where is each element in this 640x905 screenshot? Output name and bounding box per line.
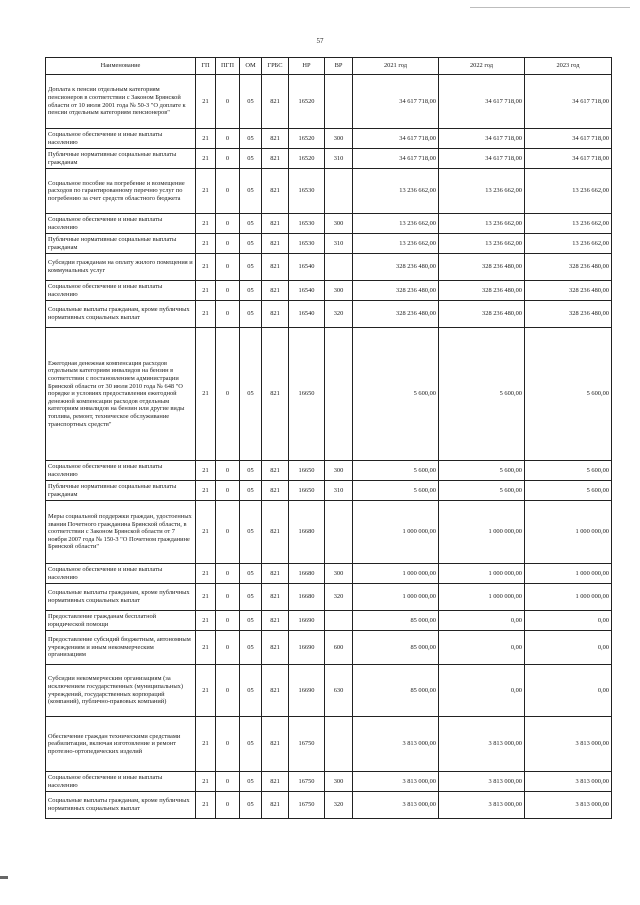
cell-name: Социальное обеспечение и иные выплаты населению	[46, 129, 196, 149]
cell-nr: 16540	[289, 254, 325, 281]
cell-gp: 21	[196, 665, 216, 717]
cell-nr: 16540	[289, 281, 325, 301]
cell-grbs: 821	[262, 169, 289, 214]
cell-om: 05	[240, 611, 262, 631]
cell-grbs: 821	[262, 772, 289, 792]
cell-om: 05	[240, 254, 262, 281]
cell-pgp: 0	[216, 584, 240, 611]
cell-vr: 300	[325, 214, 353, 234]
cell-vr	[325, 501, 353, 564]
cell-pgp: 0	[216, 564, 240, 584]
cell-2023: 34 617 718,00	[525, 75, 612, 129]
cell-pgp: 0	[216, 717, 240, 772]
cell-nr: 16650	[289, 461, 325, 481]
cell-om: 05	[240, 772, 262, 792]
cell-vr	[325, 611, 353, 631]
cell-2021: 5 600,00	[353, 328, 439, 461]
cell-2023: 13 236 662,00	[525, 169, 612, 214]
cell-om: 05	[240, 281, 262, 301]
cell-2022: 0,00	[439, 611, 525, 631]
cell-gp: 21	[196, 214, 216, 234]
table-body	[46, 75, 612, 819]
col-header-grbs: ГРБС	[262, 58, 289, 75]
cell-grbs: 821	[262, 129, 289, 149]
cell-gp: 21	[196, 461, 216, 481]
cell-2021: 85 000,00	[353, 665, 439, 717]
cell-2022: 5 600,00	[439, 481, 525, 501]
cell-om: 05	[240, 149, 262, 169]
cell-name: Меры социальной поддержки граждан, удостоенных звания Почетного гражданина Брянской области, в соответствии с Законом Брянской области от 7 ноября 2007 года № 150-З "О Почетном гражданине Брянской области"	[46, 501, 196, 564]
cell-om: 05	[240, 461, 262, 481]
cell-grbs: 821	[262, 611, 289, 631]
cell-grbs: 821	[262, 665, 289, 717]
cell-2022: 1 000 000,00	[439, 584, 525, 611]
cell-gp: 21	[196, 75, 216, 129]
cell-nr: 16680	[289, 584, 325, 611]
cell-vr: 310	[325, 149, 353, 169]
cell-2021: 5 600,00	[353, 481, 439, 501]
cell-grbs: 821	[262, 254, 289, 281]
cell-vr: 310	[325, 481, 353, 501]
cell-2023: 328 236 480,00	[525, 301, 612, 328]
cell-2021: 3 813 000,00	[353, 772, 439, 792]
cell-2021: 328 236 480,00	[353, 254, 439, 281]
cell-2023: 0,00	[525, 611, 612, 631]
table-row	[46, 129, 612, 149]
col-header-nr: НР	[289, 58, 325, 75]
cell-2023: 328 236 480,00	[525, 281, 612, 301]
cell-vr: 300	[325, 461, 353, 481]
cell-2023: 3 813 000,00	[525, 717, 612, 772]
cell-grbs: 821	[262, 501, 289, 564]
col-header-name: Наименование	[46, 58, 196, 75]
cell-nr: 16530	[289, 214, 325, 234]
cell-nr: 16520	[289, 75, 325, 129]
cell-2021: 3 813 000,00	[353, 717, 439, 772]
cell-2022: 5 600,00	[439, 461, 525, 481]
cell-2021: 13 236 662,00	[353, 214, 439, 234]
cell-2022: 34 617 718,00	[439, 129, 525, 149]
cell-nr: 16690	[289, 631, 325, 665]
cell-2022: 1 000 000,00	[439, 501, 525, 564]
cell-2023: 0,00	[525, 631, 612, 665]
cell-pgp: 0	[216, 254, 240, 281]
cell-grbs: 821	[262, 328, 289, 461]
cell-2021: 1 000 000,00	[353, 564, 439, 584]
cell-name: Социальное обеспечение и иные выплаты населению	[46, 214, 196, 234]
cell-pgp: 0	[216, 631, 240, 665]
cell-gp: 21	[196, 149, 216, 169]
cell-nr: 16750	[289, 717, 325, 772]
cell-2021: 328 236 480,00	[353, 281, 439, 301]
cell-2022: 13 236 662,00	[439, 169, 525, 214]
table-row	[46, 584, 612, 611]
cell-2021: 1 000 000,00	[353, 584, 439, 611]
cell-vr: 300	[325, 564, 353, 584]
cell-2022: 328 236 480,00	[439, 254, 525, 281]
cell-2023: 34 617 718,00	[525, 149, 612, 169]
scan-artifact-edge	[0, 876, 8, 879]
cell-2023: 328 236 480,00	[525, 254, 612, 281]
cell-2022: 5 600,00	[439, 328, 525, 461]
cell-vr: 300	[325, 772, 353, 792]
col-header-2023: 2023 год	[525, 58, 612, 75]
cell-nr: 16680	[289, 564, 325, 584]
table-row	[46, 75, 612, 129]
cell-pgp: 0	[216, 129, 240, 149]
cell-name: Ежегодная денежная компенсация расходов отдельным категориям инвалидов на бензин в соответствии с постановлением администрации Брянской области от 30 июля 2010 года № 648 "О порядке и условиях предоставления ежегодной денежной компенсации расходов отдельным категориям инвалидов на бензин или другие виды топлива, ремонт, техническое обслуживание транспортных средств"	[46, 328, 196, 461]
cell-2022: 1 000 000,00	[439, 564, 525, 584]
cell-2022: 13 236 662,00	[439, 234, 525, 254]
cell-gp: 21	[196, 254, 216, 281]
col-header-vr: ВР	[325, 58, 353, 75]
cell-vr: 300	[325, 129, 353, 149]
cell-2021: 1 000 000,00	[353, 501, 439, 564]
cell-om: 05	[240, 631, 262, 665]
cell-grbs: 821	[262, 717, 289, 772]
cell-name: Социальные выплаты гражданам, кроме публичных нормативных социальных выплат	[46, 792, 196, 819]
cell-pgp: 0	[216, 461, 240, 481]
cell-grbs: 821	[262, 149, 289, 169]
cell-2022: 3 813 000,00	[439, 717, 525, 772]
cell-name: Социальное обеспечение и иные выплаты населению	[46, 281, 196, 301]
cell-grbs: 821	[262, 481, 289, 501]
cell-gp: 21	[196, 631, 216, 665]
cell-vr: 320	[325, 584, 353, 611]
cell-nr: 16540	[289, 301, 325, 328]
cell-vr	[325, 75, 353, 129]
cell-vr: 320	[325, 301, 353, 328]
cell-name: Субсидии гражданам на оплату жилого помещения и коммунальных услуг	[46, 254, 196, 281]
col-header-pgp: ПГП	[216, 58, 240, 75]
cell-grbs: 821	[262, 214, 289, 234]
cell-pgp: 0	[216, 75, 240, 129]
cell-2021: 34 617 718,00	[353, 75, 439, 129]
cell-nr: 16690	[289, 665, 325, 717]
cell-pgp: 0	[216, 481, 240, 501]
cell-pgp: 0	[216, 301, 240, 328]
cell-gp: 21	[196, 717, 216, 772]
table-row	[46, 234, 612, 254]
cell-gp: 21	[196, 564, 216, 584]
cell-gp: 21	[196, 481, 216, 501]
cell-nr: 16530	[289, 169, 325, 214]
table-row	[46, 611, 612, 631]
table-row	[46, 564, 612, 584]
page-number: 57	[316, 37, 324, 45]
cell-2023: 3 813 000,00	[525, 772, 612, 792]
table-row	[46, 461, 612, 481]
cell-name: Социальные выплаты гражданам, кроме публичных нормативных социальных выплат	[46, 584, 196, 611]
cell-vr	[325, 328, 353, 461]
cell-pgp: 0	[216, 792, 240, 819]
cell-vr	[325, 169, 353, 214]
cell-2022: 13 236 662,00	[439, 214, 525, 234]
cell-name: Обеспечение граждан техническими средствами реабилитации, включая изготовление и ремонт протезно-ортопедических изделий	[46, 717, 196, 772]
cell-grbs: 821	[262, 631, 289, 665]
cell-name: Социальное обеспечение и иные выплаты населению	[46, 461, 196, 481]
col-header-2022: 2022 год	[439, 58, 525, 75]
cell-grbs: 821	[262, 75, 289, 129]
header-row	[46, 58, 612, 75]
cell-nr: 16650	[289, 328, 325, 461]
cell-gp: 21	[196, 501, 216, 564]
cell-om: 05	[240, 792, 262, 819]
cell-om: 05	[240, 75, 262, 129]
cell-2022: 0,00	[439, 665, 525, 717]
cell-name: Публичные нормативные социальные выплаты гражданам	[46, 481, 196, 501]
cell-om: 05	[240, 665, 262, 717]
cell-2022: 34 617 718,00	[439, 75, 525, 129]
cell-om: 05	[240, 129, 262, 149]
table-row	[46, 717, 612, 772]
cell-name: Социальные выплаты гражданам, кроме публичных нормативных социальных выплат	[46, 301, 196, 328]
cell-vr: 300	[325, 281, 353, 301]
cell-2023: 13 236 662,00	[525, 214, 612, 234]
cell-vr: 320	[325, 792, 353, 819]
cell-pgp: 0	[216, 328, 240, 461]
cell-name: Социальное обеспечение и иные выплаты населению	[46, 772, 196, 792]
cell-2023: 34 617 718,00	[525, 129, 612, 149]
cell-gp: 21	[196, 169, 216, 214]
cell-nr: 16520	[289, 149, 325, 169]
cell-2023: 5 600,00	[525, 328, 612, 461]
cell-om: 05	[240, 301, 262, 328]
cell-2023: 0,00	[525, 665, 612, 717]
table-row	[46, 169, 612, 214]
cell-pgp: 0	[216, 149, 240, 169]
cell-2021: 34 617 718,00	[353, 149, 439, 169]
cell-2021: 13 236 662,00	[353, 234, 439, 254]
table-row	[46, 281, 612, 301]
cell-om: 05	[240, 169, 262, 214]
cell-2021: 3 813 000,00	[353, 792, 439, 819]
cell-grbs: 821	[262, 564, 289, 584]
cell-name: Предоставление субсидий бюджетным, автономным учреждениям и иным некоммерческим организациям	[46, 631, 196, 665]
cell-vr: 630	[325, 665, 353, 717]
cell-om: 05	[240, 234, 262, 254]
cell-name: Предоставление гражданам бесплатной юридической помощи	[46, 611, 196, 631]
cell-pgp: 0	[216, 501, 240, 564]
cell-grbs: 821	[262, 301, 289, 328]
cell-name: Социальное пособие на погребение и возмещение расходов по гарантированному перечню услуг по погребению за счет средств областного бюджета	[46, 169, 196, 214]
cell-om: 05	[240, 564, 262, 584]
cell-2021: 5 600,00	[353, 461, 439, 481]
cell-nr: 16750	[289, 772, 325, 792]
cell-vr: 600	[325, 631, 353, 665]
cell-om: 05	[240, 214, 262, 234]
cell-2023: 1 000 000,00	[525, 501, 612, 564]
cell-name: Субсидии некоммерческим организациям (за исключением государственных (муниципальных) учреждений, государственных корпораций (компаний), публично-правовых компаний)	[46, 665, 196, 717]
cell-pgp: 0	[216, 281, 240, 301]
table-row	[46, 254, 612, 281]
cell-nr: 16650	[289, 481, 325, 501]
cell-om: 05	[240, 328, 262, 461]
cell-om: 05	[240, 481, 262, 501]
cell-2021: 34 617 718,00	[353, 129, 439, 149]
cell-2021: 13 236 662,00	[353, 169, 439, 214]
table-row	[46, 501, 612, 564]
scan-artifact-line	[470, 7, 630, 8]
cell-vr: 310	[325, 234, 353, 254]
cell-gp: 21	[196, 611, 216, 631]
cell-name: Социальное обеспечение и иные выплаты населению	[46, 564, 196, 584]
cell-grbs: 821	[262, 584, 289, 611]
col-header-om: ОМ	[240, 58, 262, 75]
budget-table	[45, 57, 612, 819]
cell-pgp: 0	[216, 169, 240, 214]
cell-om: 05	[240, 584, 262, 611]
table-row	[46, 792, 612, 819]
col-header-2021: 2021 год	[353, 58, 439, 75]
cell-2023: 13 236 662,00	[525, 234, 612, 254]
cell-2022: 34 617 718,00	[439, 149, 525, 169]
cell-grbs: 821	[262, 234, 289, 254]
cell-gp: 21	[196, 281, 216, 301]
cell-2022: 328 236 480,00	[439, 301, 525, 328]
cell-gp: 21	[196, 328, 216, 461]
cell-name: Доплата к пенсии отдельным категориям пенсионеров в соответствии с Законом Брянской области от 10 июля 2001 года № 50-З "О доплате к пенсии отдельным категориям пенсионеров"	[46, 75, 196, 129]
cell-name: Публичные нормативные социальные выплаты гражданам	[46, 149, 196, 169]
cell-2022: 3 813 000,00	[439, 772, 525, 792]
cell-2021: 85 000,00	[353, 631, 439, 665]
cell-grbs: 821	[262, 792, 289, 819]
cell-2022: 3 813 000,00	[439, 792, 525, 819]
table-row	[46, 328, 612, 461]
cell-2021: 85 000,00	[353, 611, 439, 631]
cell-gp: 21	[196, 792, 216, 819]
cell-pgp: 0	[216, 611, 240, 631]
table-row	[46, 301, 612, 328]
cell-grbs: 821	[262, 281, 289, 301]
cell-nr: 16690	[289, 611, 325, 631]
cell-name: Публичные нормативные социальные выплаты гражданам	[46, 234, 196, 254]
cell-2023: 3 813 000,00	[525, 792, 612, 819]
table-row	[46, 631, 612, 665]
col-header-gp: ГП	[196, 58, 216, 75]
cell-2023: 5 600,00	[525, 461, 612, 481]
table-row	[46, 772, 612, 792]
table-row	[46, 481, 612, 501]
cell-2022: 0,00	[439, 631, 525, 665]
cell-gp: 21	[196, 584, 216, 611]
cell-gp: 21	[196, 301, 216, 328]
table-row	[46, 665, 612, 717]
cell-nr: 16750	[289, 792, 325, 819]
cell-pgp: 0	[216, 214, 240, 234]
cell-grbs: 821	[262, 461, 289, 481]
cell-2023: 1 000 000,00	[525, 564, 612, 584]
cell-pgp: 0	[216, 665, 240, 717]
table-row	[46, 214, 612, 234]
cell-nr: 16530	[289, 234, 325, 254]
cell-pgp: 0	[216, 234, 240, 254]
cell-2021: 328 236 480,00	[353, 301, 439, 328]
cell-2022: 328 236 480,00	[439, 281, 525, 301]
cell-vr	[325, 254, 353, 281]
cell-om: 05	[240, 717, 262, 772]
cell-2023: 1 000 000,00	[525, 584, 612, 611]
cell-vr	[325, 717, 353, 772]
cell-nr: 16520	[289, 129, 325, 149]
cell-om: 05	[240, 501, 262, 564]
cell-gp: 21	[196, 234, 216, 254]
cell-2023: 5 600,00	[525, 481, 612, 501]
cell-gp: 21	[196, 129, 216, 149]
cell-pgp: 0	[216, 772, 240, 792]
table-row	[46, 149, 612, 169]
cell-gp: 21	[196, 772, 216, 792]
cell-nr: 16680	[289, 501, 325, 564]
